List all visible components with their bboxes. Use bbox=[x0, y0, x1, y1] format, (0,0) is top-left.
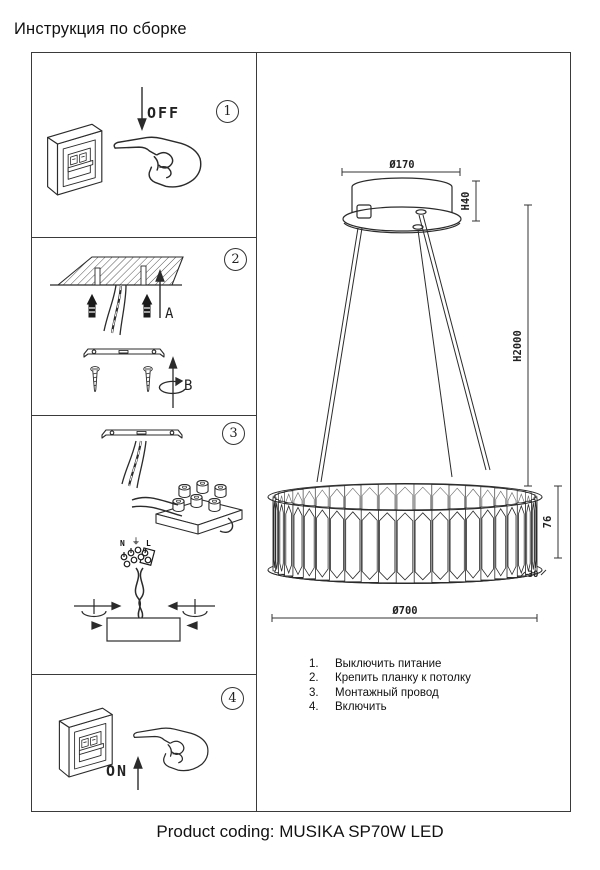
wire-label-ground: ⏚ bbox=[132, 537, 140, 546]
wire-label-n: N bbox=[120, 539, 125, 548]
instruction-sheet-frame bbox=[31, 52, 571, 812]
label-b: B bbox=[184, 378, 193, 394]
off-arrow-icon bbox=[138, 87, 146, 129]
mounting-bracket-icon bbox=[102, 430, 182, 438]
step-1-panel bbox=[32, 53, 256, 238]
pointing-hand-icon bbox=[134, 728, 208, 771]
switch-box-icon bbox=[59, 708, 112, 777]
list-item: 1. Выключить питание bbox=[309, 658, 442, 670]
screw-icon bbox=[91, 367, 100, 392]
step-4-badge: 4 bbox=[221, 687, 244, 710]
dim-canopy-diameter: Ø170 bbox=[389, 159, 415, 171]
lamp-base-icon bbox=[107, 618, 180, 641]
dim-ring-height: 76 bbox=[542, 515, 554, 529]
ceiling-canopy-icon bbox=[343, 178, 461, 233]
step-1-illustration bbox=[32, 53, 257, 238]
step-3-panel bbox=[32, 416, 256, 675]
step-4-panel bbox=[32, 675, 256, 811]
dim-canopy-height: H40 bbox=[460, 191, 472, 211]
dim-ring-diameter: Ø700 bbox=[392, 605, 418, 617]
pointing-hand-icon bbox=[114, 137, 201, 187]
page-title: Инструкция по сборке bbox=[14, 20, 187, 38]
mounting-bracket-icon bbox=[84, 349, 164, 357]
ceiling-wires-icon bbox=[104, 285, 126, 335]
wire-connector-icon bbox=[120, 537, 155, 618]
label-a: A bbox=[165, 306, 174, 322]
instruction-list bbox=[309, 657, 471, 714]
rotate-b-icon bbox=[159, 358, 185, 408]
crystal-ring-icon bbox=[268, 484, 542, 584]
list-item: 2. Крепить планку к потолку bbox=[309, 672, 471, 685]
dim-rim-gap: 30 bbox=[527, 570, 539, 580]
list-item: 4. Включить bbox=[309, 700, 387, 713]
arrow-a-icon bbox=[156, 271, 164, 318]
list-item: 3. Монтажный провод bbox=[309, 686, 439, 699]
product-coding: Product coding: MUSIKA SP70W LED bbox=[156, 822, 444, 841]
suspension-wires-icon bbox=[317, 215, 490, 482]
screw-icon bbox=[144, 367, 153, 392]
wire-label-l: L bbox=[146, 539, 151, 548]
step-panels-column bbox=[32, 53, 257, 811]
terminal-block-icon bbox=[132, 480, 242, 534]
on-label: ON bbox=[106, 762, 129, 780]
step-2-illustration bbox=[32, 238, 257, 416]
step-3-illustration bbox=[32, 416, 257, 675]
on-arrow-icon bbox=[134, 758, 142, 790]
step-2-badge: 2 bbox=[224, 248, 247, 271]
step-2-panel bbox=[32, 238, 256, 416]
step-3-badge: 3 bbox=[222, 422, 245, 445]
technical-drawing-area bbox=[257, 53, 570, 811]
switch-box-icon bbox=[48, 124, 102, 195]
bracket-wires-icon bbox=[122, 441, 146, 488]
off-label: OFF bbox=[147, 104, 181, 122]
dim-suspension-height: H2000 bbox=[512, 330, 524, 362]
step-1-badge: 1 bbox=[216, 100, 239, 123]
